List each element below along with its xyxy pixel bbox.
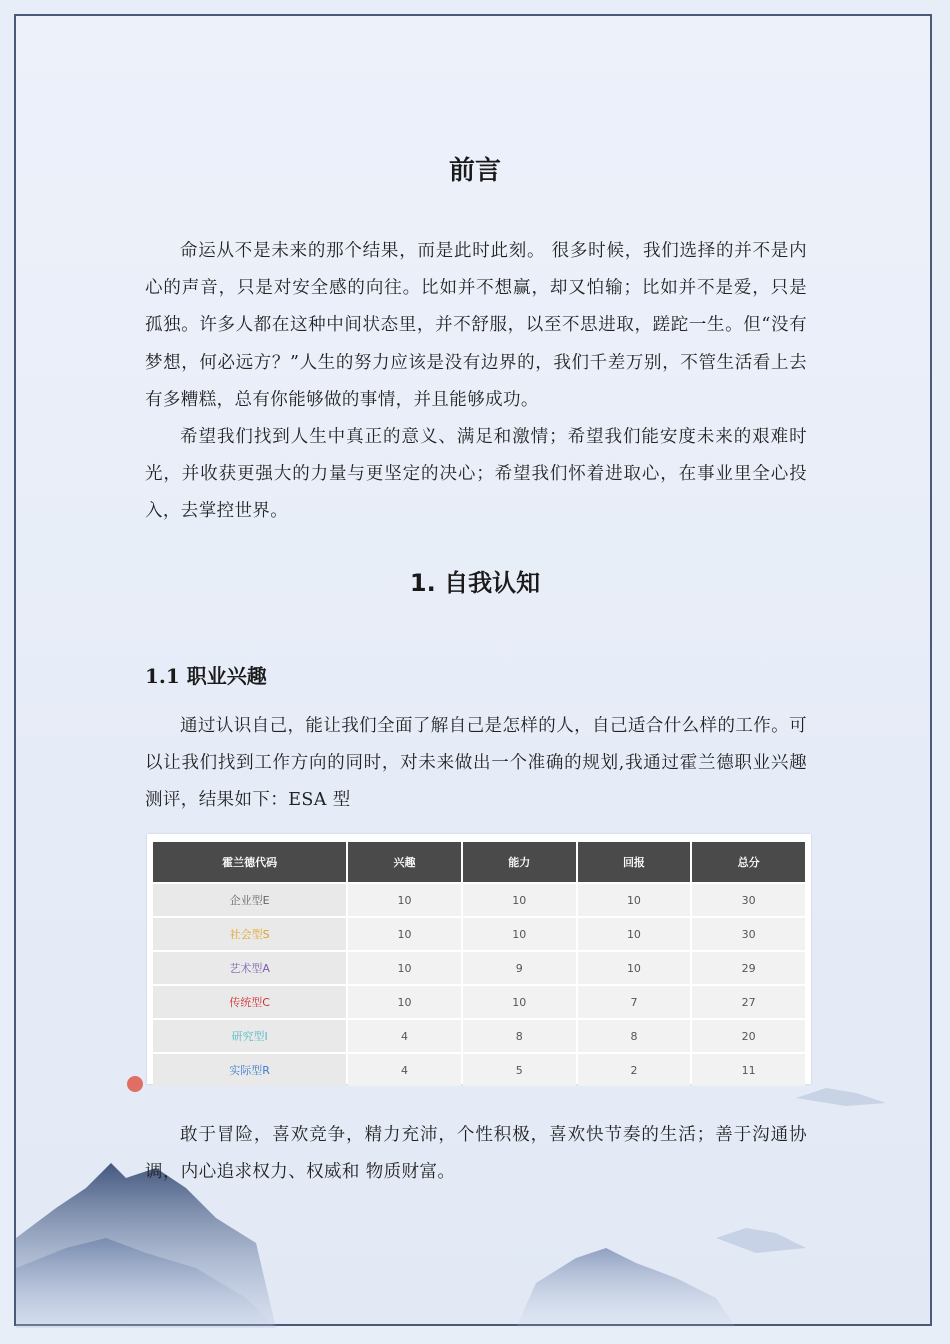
reward-cell: 10: [578, 918, 691, 950]
table-row: [153, 1020, 805, 1052]
total-cell: 20: [692, 1020, 805, 1052]
total-cell: 30: [692, 918, 805, 950]
type-code: 社会型S: [153, 918, 346, 950]
header-interest: 兴趣: [348, 842, 461, 882]
right-mountain: [516, 1248, 736, 1328]
subsection-heading: 1.1 职业兴趣: [145, 664, 267, 688]
type-code: 企业型E: [153, 884, 346, 916]
top-right-cloud: [796, 1088, 886, 1106]
reward-cell: 8: [578, 1020, 691, 1052]
ability-cell: 10: [463, 918, 576, 950]
table-row: [153, 918, 805, 950]
type-code: 传统型C: [153, 986, 346, 1018]
ink-landscape-decoration: [16, 1068, 932, 1328]
section-heading: 1. 自我认知: [409, 569, 541, 597]
holland-results-table: [147, 834, 811, 1084]
total-cell: 27: [692, 986, 805, 1018]
interest-cell: 10: [348, 952, 461, 984]
table-row: [153, 884, 805, 916]
interest-cell: 10: [348, 918, 461, 950]
total-cell: 30: [692, 884, 805, 916]
table-row: [153, 986, 805, 1018]
type-code: 实际型R: [153, 1054, 346, 1086]
intro-paragraph-2: 希望我们找到人生中真正的意义、满足和激情；希望我们能安度未来的艰难时光，并收获更强大的力量与更坚定的决心；希望我们怀着进取心，在事业里全心投入，去掌控世界。: [145, 427, 807, 522]
header-code: 霍兰德代码: [153, 842, 346, 882]
reward-cell: 10: [578, 884, 691, 916]
results-table: [151, 840, 807, 1088]
right-small-mountain: [716, 1228, 806, 1253]
section-paragraph: 通过认识自己，能让我们全面了解自己是怎样的人，自己适合什么样的工作。可以让我们找到工作方向的同时，对未来做出一个准确的规划,我通过霍兰德职业兴趣测评，结果如下：ESA 型: [145, 716, 807, 811]
interest-cell: 4: [348, 1054, 461, 1086]
header-reward: 回报: [578, 842, 691, 882]
ability-cell: 8: [463, 1020, 576, 1052]
header-total: 总分: [692, 842, 805, 882]
ability-cell: 5: [463, 1054, 576, 1086]
total-cell: 11: [692, 1054, 805, 1086]
preface-title: 前言: [448, 156, 501, 186]
reward-cell: 7: [578, 986, 691, 1018]
interest-cell: 4: [348, 1020, 461, 1052]
header-ability: 能力: [463, 842, 576, 882]
type-code: 艺术型A: [153, 952, 346, 984]
ability-cell: 10: [463, 986, 576, 1018]
intro-paragraph-1: 命运从不是未来的那个结果，而是此时此刻。 很多时候，我们选择的并不是内心的声音，只是对安全感的向往。比如并不想赢，却又怕输；比如并不是爱，只是孤独。许多人都在这种中间状态里，并不舒服，以至不思进取，蹉跎一生。但“没有梦想，何必远方？”人生的努力应该是没有边界的，我们千差万别，不管生活看上去有多糟糕，总有你能够做的事情，并且能够成功。: [145, 241, 807, 410]
table-row: [153, 1054, 805, 1086]
table-header-row: [153, 842, 805, 882]
ability-cell: 9: [463, 952, 576, 984]
table-row: [153, 952, 805, 984]
conclusion-paragraph: 敢于冒险，喜欢竞争，精力充沛，个性积极，喜欢快节奏的生活；善于沟通协调，内心追求权力、权威和 物质财富。: [145, 1125, 807, 1183]
red-sun: [127, 1076, 143, 1092]
interest-cell: 10: [348, 986, 461, 1018]
ability-cell: 10: [463, 884, 576, 916]
interest-cell: 10: [348, 884, 461, 916]
reward-cell: 10: [578, 952, 691, 984]
reward-cell: 2: [578, 1054, 691, 1086]
type-code: 研究型I: [153, 1020, 346, 1052]
total-cell: 29: [692, 952, 805, 984]
